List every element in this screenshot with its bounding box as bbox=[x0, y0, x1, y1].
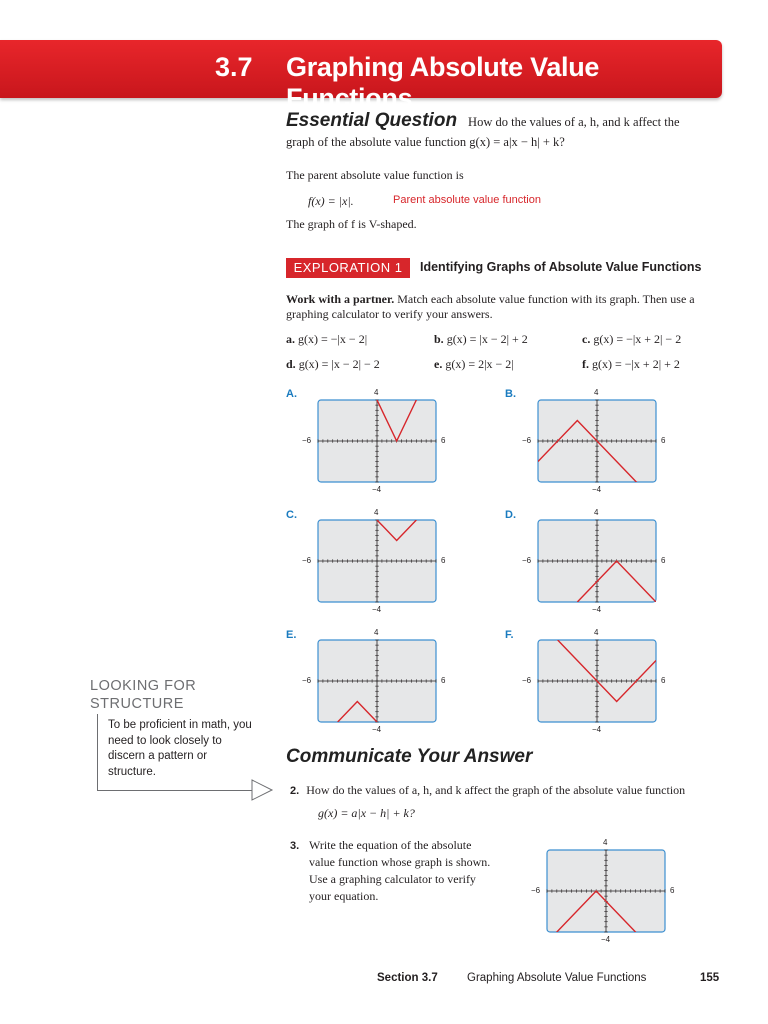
question-2: 2. How do the values of a, h, and k affect the graph of the absolute value function bbox=[290, 783, 686, 797]
tick-label-xmax: 6 bbox=[441, 436, 446, 445]
sidebar-text: To be proficient in math, you need to look closely to discern a pattern or structure. bbox=[108, 719, 252, 778]
tick-label-xmin: −6 bbox=[522, 676, 532, 685]
parent-formula: f(x) = |x|. bbox=[308, 194, 354, 208]
parent-label: Parent absolute value function bbox=[393, 194, 541, 206]
question-2-formula: g(x) = a|x − h| + k? bbox=[318, 806, 415, 820]
graph-label: B. bbox=[505, 388, 516, 400]
question-3-text: Write the equation of the absolute value function whose graph is shown. Use a graphing calculator to verify your equation. bbox=[309, 838, 491, 903]
graph-B bbox=[537, 399, 657, 483]
instruction-line-1: Match each absolute value function with its graph. Then use a bbox=[397, 292, 695, 306]
communicate-heading: Communicate Your Answer bbox=[286, 746, 533, 767]
essential-question-text-2: graph of the absolute value function g(x) = a|x − h| + k? bbox=[286, 135, 565, 149]
tick-label-xmin: −6 bbox=[531, 886, 541, 895]
question-3: 3. bbox=[290, 840, 300, 852]
pointer-arrow-icon bbox=[250, 778, 274, 802]
tick-label-ymin: −4 bbox=[592, 605, 602, 614]
graph-label: A. bbox=[286, 388, 297, 400]
section-title: Graphing Absolute Value Functions bbox=[286, 52, 600, 113]
tick-label-ymin: −4 bbox=[372, 725, 382, 734]
tick-label-ymin: −4 bbox=[372, 485, 382, 494]
graph-F bbox=[537, 639, 657, 723]
function-item: c. g(x) = −|x + 2| − 2 bbox=[582, 332, 682, 346]
tick-label-xmax: 6 bbox=[661, 676, 666, 685]
tick-label-xmax: 6 bbox=[441, 556, 446, 565]
section-number: 3.7 bbox=[215, 52, 253, 82]
essential-question-heading: Essential Question bbox=[286, 110, 458, 131]
tick-label-ymax: 4 bbox=[603, 838, 608, 847]
tick-label-ymax: 4 bbox=[374, 628, 379, 637]
tick-label-ymax: 4 bbox=[374, 388, 379, 397]
function-item: e. g(x) = 2|x − 2| bbox=[434, 357, 514, 371]
instruction-bold: Work with a partner. bbox=[286, 292, 395, 306]
tick-label-ymin: −4 bbox=[372, 605, 382, 614]
exploration-title: Identifying Graphs of Absolute Value Functions bbox=[420, 260, 702, 274]
exploration-tag: EXPLORATION 1 bbox=[286, 258, 410, 278]
graph-label: C. bbox=[286, 509, 297, 521]
graph-C bbox=[317, 519, 437, 603]
essential-question bbox=[286, 112, 726, 131]
tick-label-xmin: −6 bbox=[302, 556, 312, 565]
graph-E bbox=[317, 639, 437, 723]
tick-label-ymax: 4 bbox=[594, 388, 599, 397]
tick-label-ymax: 4 bbox=[594, 508, 599, 517]
footer-section: Section 3.7 bbox=[377, 972, 438, 984]
graph-A bbox=[317, 399, 437, 483]
tick-label-xmin: −6 bbox=[522, 436, 532, 445]
tick-label-ymin: −4 bbox=[592, 485, 602, 494]
essential-question-text-1: How do the values of a, h, and k affect the bbox=[468, 115, 680, 129]
graph-label: F. bbox=[505, 629, 514, 641]
tick-label-xmax: 6 bbox=[661, 436, 666, 445]
sidebar-heading: LOOKING FOR STRUCTURE bbox=[90, 678, 197, 712]
function-item: a. g(x) = −|x − 2| bbox=[286, 332, 368, 346]
function-item: b. g(x) = |x − 2| + 2 bbox=[434, 332, 528, 346]
tick-label-ymax: 4 bbox=[594, 628, 599, 637]
section-banner bbox=[0, 40, 722, 113]
instruction-line-2: graphing calculator to verify your answers. bbox=[286, 307, 493, 321]
v-shape-sentence: The graph of f is V-shaped. bbox=[286, 217, 417, 231]
tick-label-ymin: −4 bbox=[601, 935, 611, 944]
footer-title: Graphing Absolute Value Functions bbox=[467, 972, 647, 984]
tick-label-xmax: 6 bbox=[441, 676, 446, 685]
tick-label-ymax: 4 bbox=[374, 508, 379, 517]
tick-label-xmin: −6 bbox=[302, 676, 312, 685]
graph-label: E. bbox=[286, 629, 297, 641]
parent-sentence: The parent absolute value function is bbox=[286, 168, 464, 182]
function-item: d. g(x) = |x − 2| − 2 bbox=[286, 357, 380, 371]
function-item: f. g(x) = −|x + 2| + 2 bbox=[582, 357, 680, 371]
page-number: 155 bbox=[700, 972, 720, 984]
tick-label-xmax: 6 bbox=[661, 556, 666, 565]
tick-label-xmin: −6 bbox=[522, 556, 532, 565]
graph-label: D. bbox=[505, 509, 516, 521]
tick-label-xmax: 6 bbox=[670, 886, 675, 895]
graph-Q3 bbox=[546, 849, 666, 933]
tick-label-ymin: −4 bbox=[592, 725, 602, 734]
graph-D bbox=[537, 519, 657, 603]
tick-label-xmin: −6 bbox=[302, 436, 312, 445]
